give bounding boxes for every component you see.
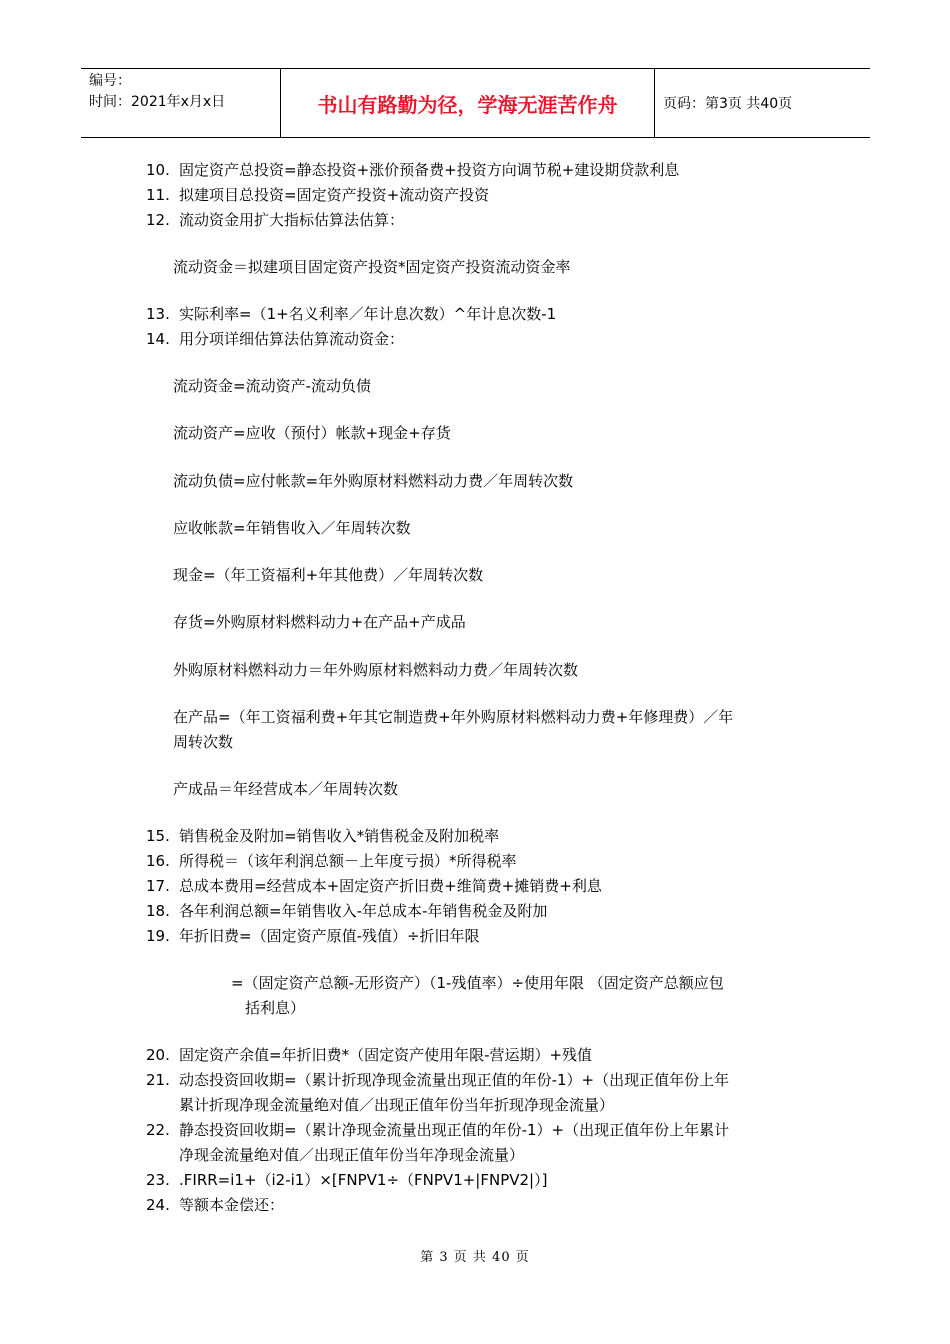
list-item-20 [146,1043,592,1068]
list-item-12 [146,208,404,233]
list-item-24 [146,1193,284,1218]
date-label: 时间：2021年x月x日 [89,94,226,110]
item-number: 15. [146,827,170,845]
header-motto: 书山有路勤为径，学海无涯苦作舟 [281,69,655,137]
formula-line: 流动资金＝拟建项目固定资产投资*固定资产投资流动资金率 [173,258,571,276]
item-number: 23. [146,1171,170,1189]
item-text: 所得税＝（该年利润总额－上年度亏损）*所得税率 [179,852,517,870]
list-item-21-continued: 累计折现净现金流量绝对值／出现正值年份当年折现净现金流量） [179,1096,615,1114]
item-number: 13. [146,305,170,323]
formula-line: 在产品=（年工资福利费+年其它制造费+年外购原材料燃料动力费+年修理费）／年 [173,708,734,726]
item-number: 22. [146,1121,170,1139]
item-text: 总成本费用=经营成本+固定资产折旧费+维简费+摊销费+利息 [179,877,602,895]
item-number: 14. [146,330,170,348]
list-item-23 [146,1168,547,1193]
item-text: 固定资产总投资=静态投资+涨价预备费+投资方向调节税+建设期贷款利息 [179,161,680,179]
formula-line: 外购原材料燃料动力＝年外购原材料燃料动力费／年周转次数 [173,661,579,679]
item-text: 固定资产余值=年折旧费*（固定资产使用年限-营运期）+残值 [179,1046,593,1064]
formula-line-continued: 括利息） [245,999,306,1017]
item-text: .FIRR=i1+（i2-i1）×[FNPV1÷（FNPV1+|FNPV2|）] [179,1171,548,1189]
list-item-19 [146,924,480,949]
item-number: 20. [146,1046,170,1064]
list-item-21 [146,1068,729,1093]
list-item-11 [146,183,489,208]
list-item-22-continued: 净现金流量绝对值／出现正值年份当年净现金流量） [179,1146,525,1164]
item-text: 年折旧费=（固定资产原值-残值）÷折旧年限 [179,927,480,945]
list-item-14 [146,327,404,352]
item-number: 18. [146,902,170,920]
formula-line: 流动负债=应付帐款=年外购原材料燃料动力费／年周转次数 [173,472,574,490]
list-item-16 [146,849,517,874]
item-text: 拟建项目总投资=固定资产投资+流动资产投资 [179,186,490,204]
item-number: 11. [146,186,170,204]
item-number: 19. [146,927,170,945]
item-text: 静态投资回收期=（累计净现金流量出现正值的年份-1）+（出现正值年份上年累计 [179,1121,730,1139]
formula-line: 流动资金=流动资产-流动负债 [173,377,371,395]
formula-line: 存货=外购原材料燃料动力+在产品+产成品 [173,613,466,631]
formula-line: 现金=（年工资福利+年其他费）／年周转次数 [173,566,484,584]
item-text: 动态投资回收期=（累计折现净现金流量出现正值的年份-1）+（出现正值年份上年 [179,1071,730,1089]
header-page-info: 页码：第3页 共40页 [663,96,793,112]
list-item-18 [146,899,547,924]
item-number: 24. [146,1196,170,1214]
item-number: 10. [146,161,170,179]
list-item-15 [146,824,499,849]
item-text: 等额本金偿还： [179,1196,285,1214]
list-item-17 [146,874,602,899]
item-text: 各年利润总额=年销售收入-年总成本-年销售税金及附加 [179,902,548,920]
item-number: 21. [146,1071,170,1089]
item-text: 销售税金及附加=销售收入*销售税金及附加税率 [179,827,500,845]
item-text: 实际利率=（1+名义利率／年计息次数）^年计息次数-1 [179,305,557,323]
formula-line: 应收帐款=年销售收入／年周转次数 [173,519,411,537]
item-number: 17. [146,877,170,895]
list-item-10 [146,158,679,183]
formula-line: 产成品＝年经营成本／年周转次数 [173,780,399,798]
item-number: 16. [146,852,170,870]
item-text: 用分项详细估算法估算流动资金： [179,330,405,348]
list-item-13 [146,302,556,327]
formula-line: =（固定资产总额-无形资产）（1-残值率）÷使用年限 （固定资产总额应包 [231,974,724,992]
page-footer: 第 3 页 共 40 页 [420,1250,530,1265]
serial-label: 编号： [89,73,131,89]
list-item-22 [146,1118,729,1143]
formula-line-continued: 周转次数 [173,733,234,751]
item-number: 12. [146,211,170,229]
formula-line: 流动资产=应收（预付）帐款+现金+存货 [173,424,451,442]
item-text: 流动资金用扩大指标估算法估算： [179,211,405,229]
